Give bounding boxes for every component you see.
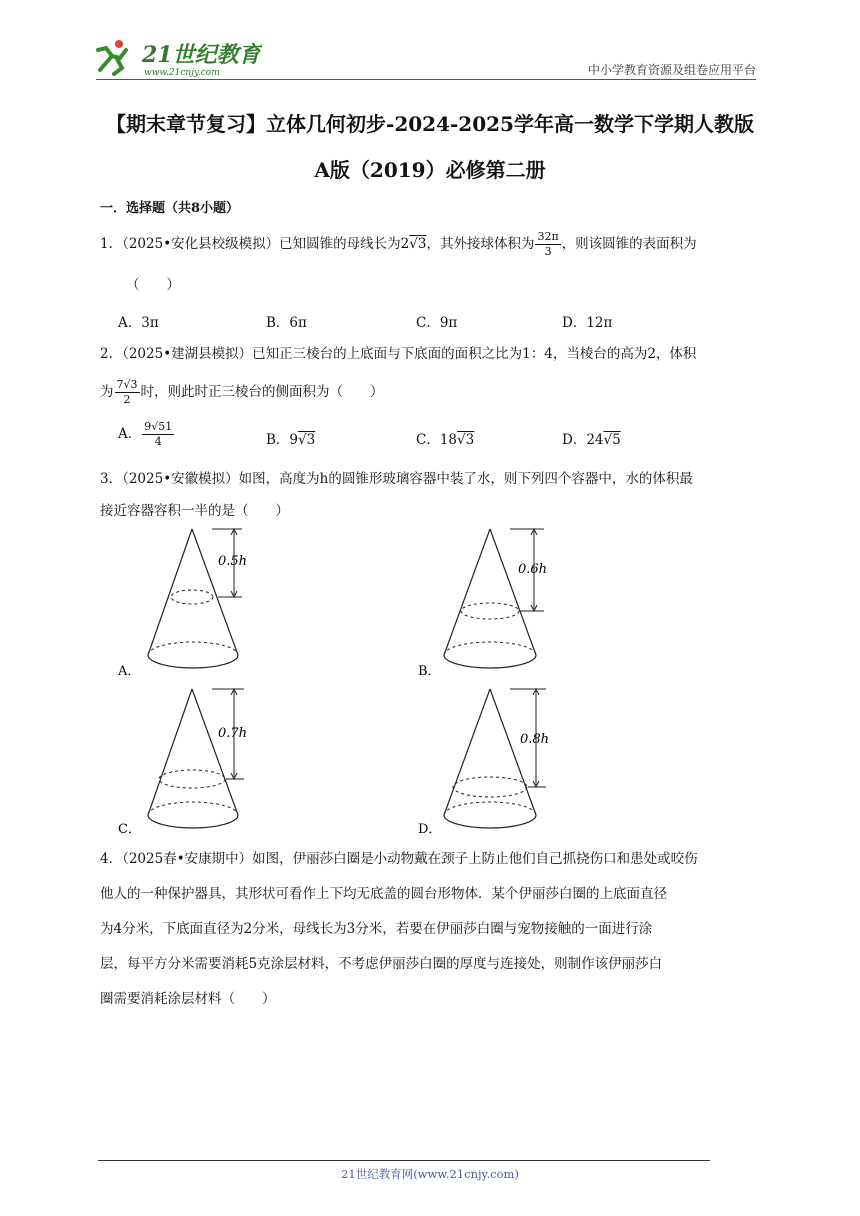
q1-option-a: A．3π: [118, 315, 159, 331]
height-label-a: 0.5h: [218, 554, 248, 569]
q2-option-b: B．9√3: [266, 432, 316, 448]
question-2-line2: 为 $\frac{7√3}{2}$ 时，则此时正三棱台的侧面积为（ ）: [100, 378, 384, 406]
figure-label-c: C．: [118, 822, 141, 837]
q1-option-d: D．12π: [562, 315, 613, 331]
q1-radical: √3: [409, 236, 427, 252]
runner-icon: [98, 40, 126, 74]
cone-figure-c: [148, 689, 247, 828]
question-4-line1: 4．（2025春•安康期中）如图，伊丽莎白圈是小动物戴在颈子上防止他们自己抓挠伤口和患处或咬伤: [100, 851, 698, 867]
question-4-line5: 圈需要消耗涂层材料（ ）: [100, 991, 276, 1007]
cone-figures: [100, 525, 600, 845]
question-1: [100, 227, 765, 262]
q1-paren: （ ）: [126, 277, 180, 293]
cone-figure-b: [444, 529, 547, 668]
doc-title-line2: A版（2019）必修第二册: [314, 158, 546, 182]
q2-fraction: $\frac{7√3}{2}$: [116, 378, 138, 406]
question-4-line2: 他人的一种保护器具，其形状可看作上下均无底盖的圆台形物体．某个伊丽莎白圈的上底面直径: [100, 886, 667, 902]
q1-text-c: ，则该圆锥的表面积为: [561, 236, 697, 252]
question-2-line1: 2．（2025•建湖县模拟）已知正三棱台的上底面与下底面的面积之比为1：4，当棱台的高为2，体积: [100, 346, 697, 362]
figure-label-b: B．: [418, 664, 441, 679]
footer-text: 21世纪教育网(www.21cnjy.com): [341, 1167, 519, 1181]
q1-fraction: $\frac{32\pi}{3}$: [537, 230, 559, 258]
header-divider: [96, 79, 756, 80]
site-logo: [92, 36, 262, 80]
q2-option-c: C．18√3: [416, 432, 475, 448]
height-label-d: 0.8h: [520, 732, 550, 747]
header-tagline: 中小学教育资源及组卷应用平台: [587, 63, 756, 77]
doc-title-line1: 【期末章节复习】立体几何初步-2024-2025学年高一数学下学期人教版: [106, 112, 754, 136]
q1-text-a: 1．（2025•安化县校级模拟）已知圆锥的母线长为2: [100, 236, 410, 252]
footer-divider: [98, 1160, 710, 1161]
logo-text: 21世纪教育: [142, 42, 261, 68]
logo-url: www.21cnjy.com: [144, 68, 220, 78]
figure-label-a: A．: [118, 664, 141, 679]
q1-option-b: B．6π: [266, 315, 307, 331]
q1-text-b: ，其外接球体积为: [426, 236, 535, 252]
height-label-b: 0.6h: [518, 562, 548, 577]
question-3-line1: 3．（2025•安徽模拟）如图，高度为h的圆锥形玻璃容器中装了水，则下列四个容器中，水的体积最: [100, 471, 693, 487]
q1-option-c: C．9π: [416, 315, 458, 331]
question-4-line3: 为4分米，下底面直径为2分米，母线长为3分米，若要在伊丽莎白圈与宠物接触的一面进行涂: [100, 921, 653, 937]
section-heading: 一．选择题（共8小题）: [100, 201, 240, 216]
cone-figure-a: [148, 529, 247, 668]
figure-label-d: D．: [418, 822, 442, 837]
q2-option-a: A． $\frac{9√51}{4}$: [118, 420, 173, 448]
q2-option-d: D．24√5: [562, 432, 621, 448]
height-label-c: 0.7h: [218, 726, 248, 741]
question-3-line2: 接近容器容积一半的是（ ）: [100, 503, 289, 519]
cone-figure-d: [444, 689, 549, 828]
question-4-line4: 层，每平方分米需要消耗5克涂层材料，不考虑伊丽莎白圈的厚度与连接处，则制作该伊丽莎白: [100, 956, 663, 972]
